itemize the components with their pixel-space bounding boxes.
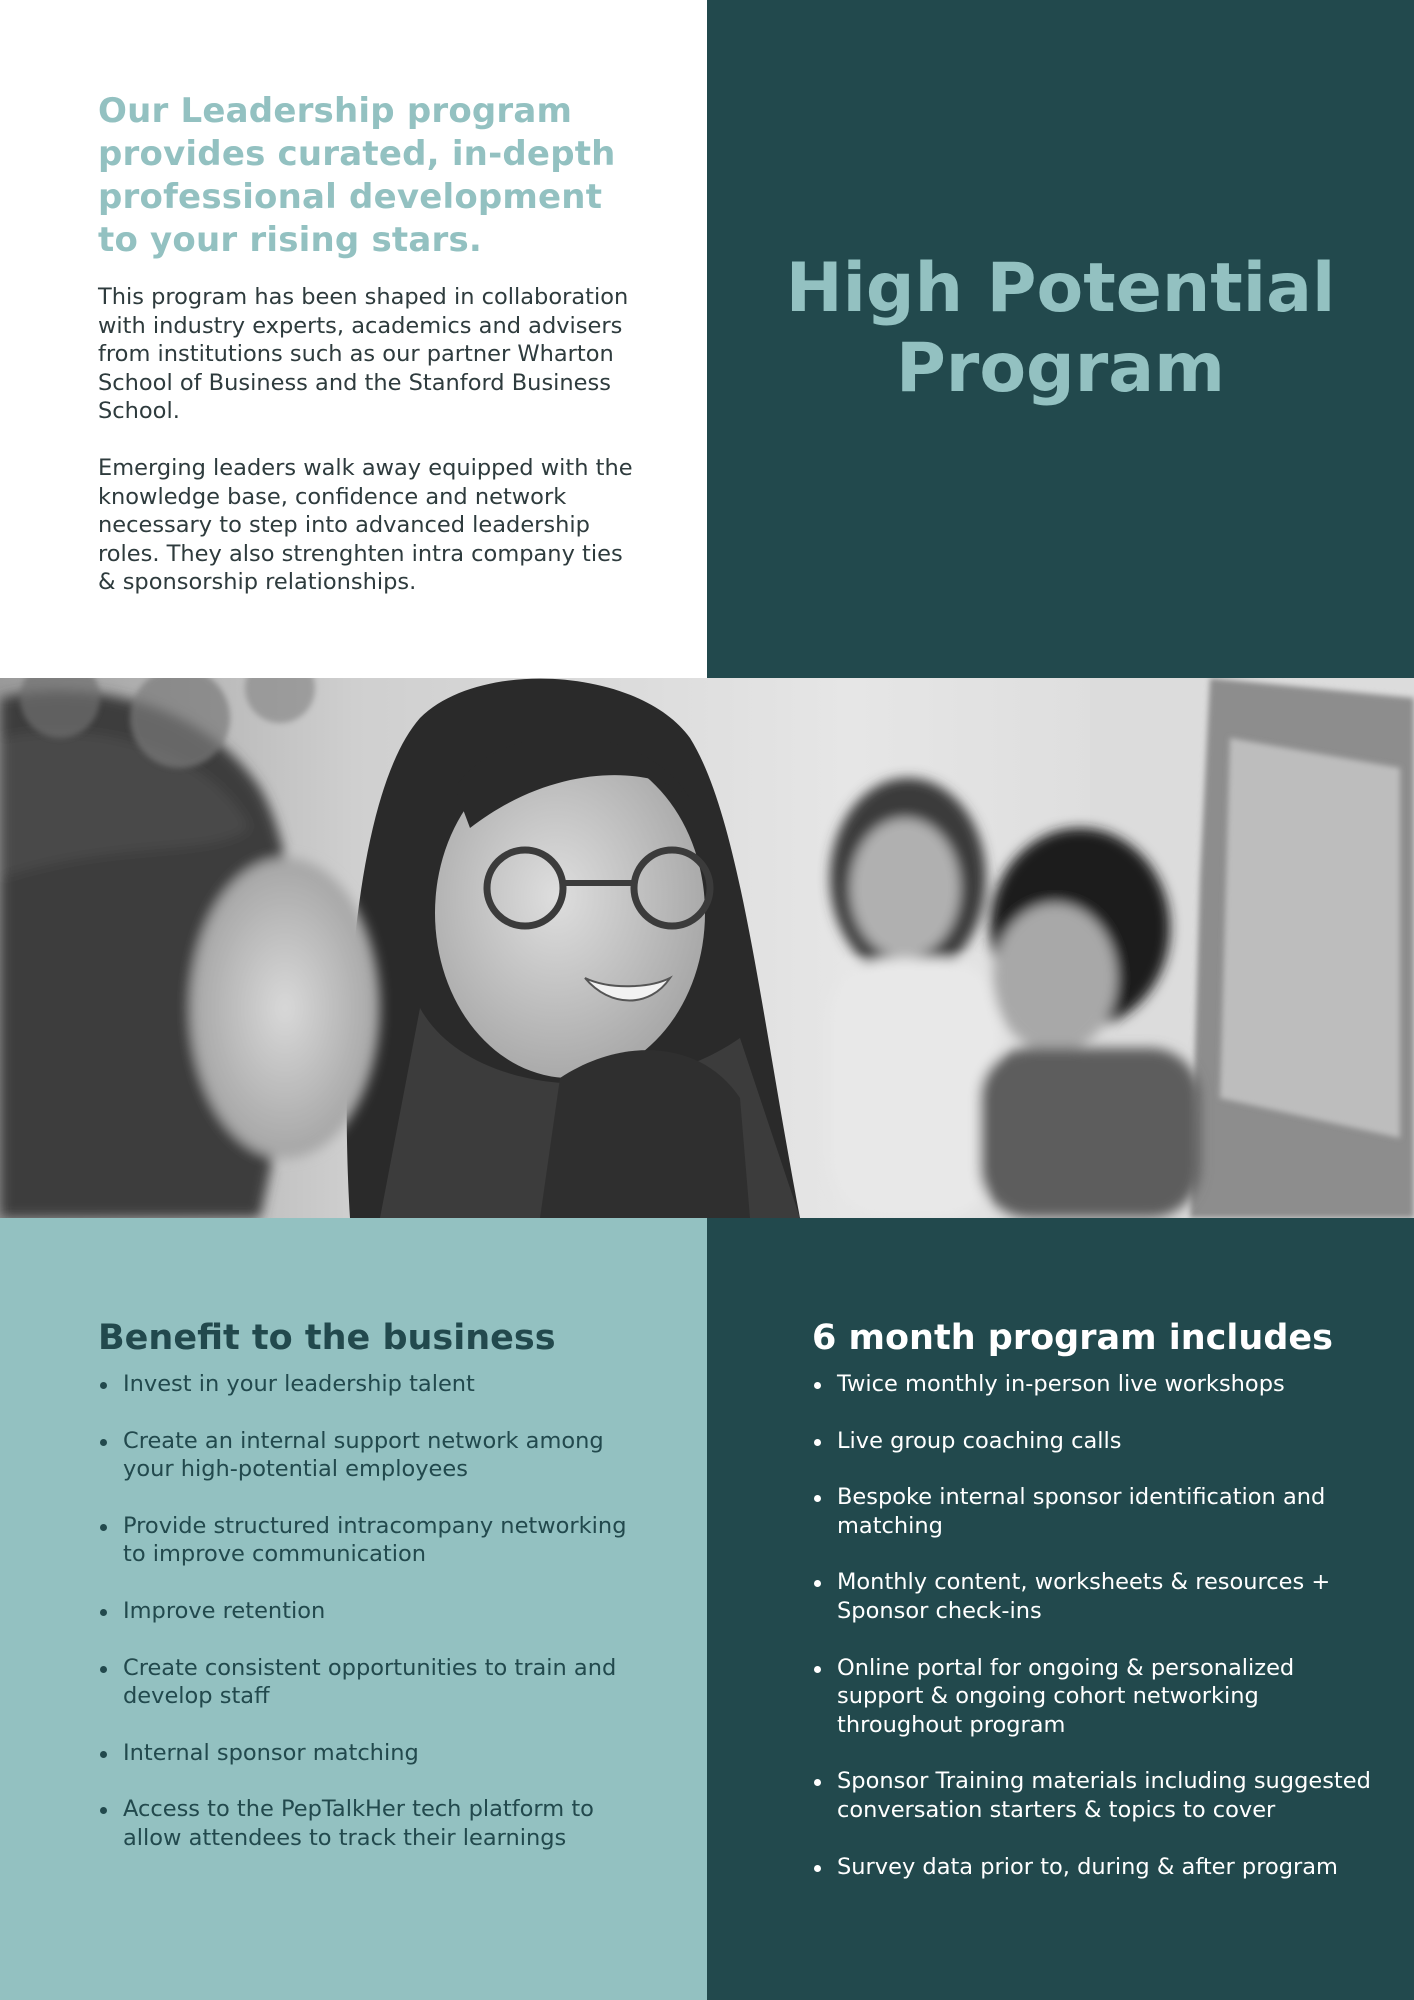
includes-list xyxy=(812,1370,1372,1909)
list-item: Improve retention xyxy=(98,1597,638,1626)
benefits-list xyxy=(98,1370,638,1881)
list-item: Online portal for ongoing & personalized support & ongoing cohort networking throughout program xyxy=(812,1654,1372,1740)
intro-panel xyxy=(0,0,707,678)
intro-paragraph-2: Emerging leaders walk away equipped with the knowledge base, confidence and network necessary to step into advanced leadership roles. They also strenghten intra company ties & sponsorship relationships. xyxy=(98,455,633,596)
includes-heading: 6 month program includes xyxy=(812,1318,1333,1358)
group-photo xyxy=(0,678,1414,1218)
intro-heading: Our Leadership program provides curated, in-depth professional development to your rising stars. xyxy=(98,91,616,260)
list-item: Live group coaching calls xyxy=(812,1427,1372,1456)
benefits-panel xyxy=(0,1218,707,2000)
hero-panel xyxy=(707,0,1414,678)
list-item: Bespoke internal sponsor identification and matching xyxy=(812,1483,1372,1540)
list-item: Monthly content, worksheets & resources + Sponsor check-ins xyxy=(812,1568,1372,1625)
list-item: Survey data prior to, during & after program xyxy=(812,1853,1372,1882)
list-item: Create consistent opportunities to train and develop staff xyxy=(98,1654,638,1711)
hero-title: High Potential Program xyxy=(785,249,1336,408)
intro-paragraph-1: This program has been shaped in collaboration with industry experts, academics and advisers from institutions such as our partner Wharton School of Business and the Stanford Business School. xyxy=(98,284,629,425)
list-item: Create an internal support network among your high-potential employees xyxy=(98,1427,638,1484)
list-item: Provide structured intracompany networking to improve communication xyxy=(98,1512,638,1569)
list-item: Internal sponsor matching xyxy=(98,1739,638,1768)
list-item: Sponsor Training materials including suggested conversation starters & topics to cover xyxy=(812,1767,1372,1824)
list-item: Access to the PepTalkHer tech platform to allow attendees to track their learnings xyxy=(98,1795,638,1852)
benefits-heading: Benefit to the business xyxy=(98,1318,556,1358)
list-item: Invest in your leadership talent xyxy=(98,1370,638,1399)
list-item: Twice monthly in-person live workshops xyxy=(812,1370,1372,1399)
includes-panel xyxy=(707,1218,1414,2000)
